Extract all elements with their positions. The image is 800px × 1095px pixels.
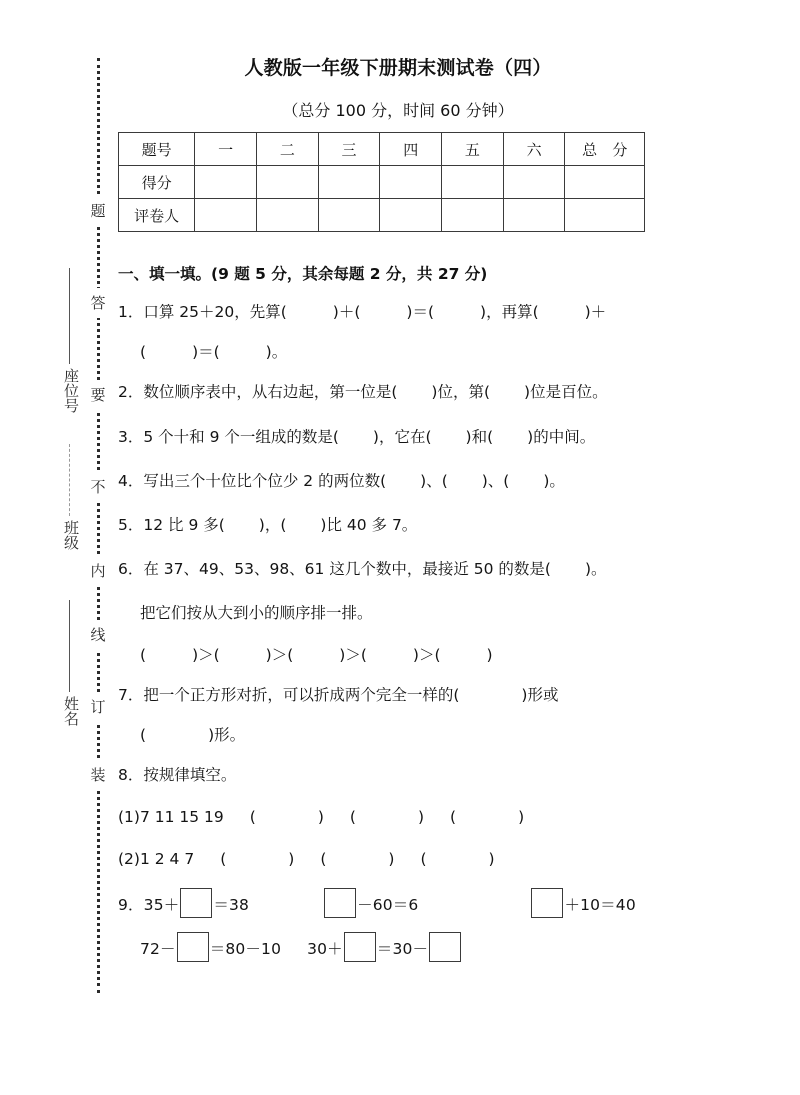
table-cell: 一: [195, 133, 257, 166]
q4-text-b: )、(: [420, 472, 448, 490]
q7-text-c: (: [140, 726, 147, 744]
q2-text-a: 2．数位顺序表中，从右边起，第一位是(: [118, 383, 398, 401]
table-cell-grader-total[interactable]: [565, 199, 645, 232]
name-label: 姓名: [62, 696, 80, 726]
q1-text-g: )＝(: [192, 343, 220, 361]
question-1-line-2: [118, 345, 287, 361]
table-cell-score[interactable]: [195, 166, 257, 199]
q6-text-a: 6．在 37、49、53、98、61 这几个数中，最接近 50 的数是(: [118, 560, 551, 578]
table-row-header: 得分: [119, 166, 195, 199]
q6-cmp-open: (: [140, 646, 147, 664]
q9-eq1-lhs: 35＋: [143, 896, 180, 914]
seal-char-8: 装: [86, 760, 110, 790]
table-row-header: 题号: [119, 133, 195, 166]
question-9-row-2: [118, 932, 462, 962]
question-6-line-2: 把它们按从大到小的顺序排一排。: [140, 604, 373, 622]
table-row: [119, 199, 645, 232]
q6-cmp-mid-2: )＞(: [265, 646, 294, 664]
q3-text-b: )，它在(: [372, 428, 432, 446]
seal-char-5: 内: [86, 556, 110, 586]
q4-text-a: 4．写出三个十位比个位少 2 的两位数(: [118, 472, 387, 490]
q6-cmp-close: ): [486, 646, 493, 664]
q9-answer-box-4[interactable]: [177, 932, 209, 962]
q8-1-label: (1): [118, 808, 140, 826]
q6-cmp-mid-4: )＞(: [412, 646, 441, 664]
q8-1-sequence: 7 11 15 19: [139, 808, 224, 826]
q9-answer-box-5[interactable]: [344, 932, 376, 962]
q3-text-c: )和(: [465, 428, 494, 446]
question-2: [118, 385, 608, 401]
table-row: [119, 133, 645, 166]
q8-2-open-2: (: [320, 850, 327, 868]
seal-char-6: 线: [86, 620, 110, 650]
q8-1-close-1: ): [317, 808, 324, 826]
question-5: [118, 518, 417, 534]
seat-number-rule: [69, 268, 70, 364]
table-cell-grader[interactable]: [380, 199, 442, 232]
q1-text-d: )，再算(: [480, 303, 539, 321]
question-3: [118, 430, 595, 446]
question-8-sub-1: [118, 810, 524, 826]
table-cell-total-header: 总 分: [565, 133, 645, 166]
q8-1-open-2: (: [349, 808, 356, 826]
q8-2-sequence: 1 2 4 7: [139, 850, 195, 868]
q9-answer-box-1[interactable]: [180, 888, 212, 918]
table-cell-score[interactable]: [318, 166, 380, 199]
question-8-sub-2: [118, 852, 495, 868]
q3-text-a: 3．5 个十和 9 个一组成的数是(: [118, 428, 339, 446]
q6-text-b: )。: [584, 560, 607, 578]
q8-2-open-3: (: [420, 850, 427, 868]
q8-1-close-2: ): [417, 808, 425, 826]
table-cell-score[interactable]: [380, 166, 442, 199]
q7-text-b: )形或: [521, 686, 559, 704]
q9-eq2-rhs: －60＝6: [357, 896, 419, 914]
section-heading-1: 一、填一填。(9 题 5 分，其余每题 2 分，共 27 分): [118, 265, 488, 283]
q5-text-c: )比 40 多 7。: [320, 516, 418, 534]
q8-2-open-1: (: [220, 850, 227, 868]
class-rule: [69, 444, 70, 516]
seal-char-4: 不: [86, 472, 110, 502]
class-label: 班级: [62, 520, 80, 550]
table-cell-grader[interactable]: [318, 199, 380, 232]
question-7-line-2: [118, 728, 245, 744]
seat-number-label: 座位号: [62, 368, 80, 413]
table-cell-score[interactable]: [503, 166, 565, 199]
q7-text-a: 7．把一个正方形对折，可以折成两个完全一样的(: [118, 686, 460, 704]
question-4: [118, 474, 565, 490]
exam-paper: [118, 0, 800, 1095]
q9-answer-box-2[interactable]: [324, 888, 356, 918]
seal-char-3: 要: [86, 380, 110, 410]
q2-text-c: )位是百位。: [524, 383, 608, 401]
seal-char-2: 答: [86, 288, 110, 318]
table-cell-score[interactable]: [442, 166, 504, 199]
question-6-comparison-row: [118, 648, 493, 664]
q4-text-d: )。: [543, 472, 565, 490]
table-row-header: 评卷人: [119, 199, 195, 232]
q6-cmp-mid-1: )＞(: [192, 646, 220, 664]
q9-eq3-rhs: ＋10＝40: [564, 896, 636, 914]
q9-eq5-rhs: ＝30－: [376, 940, 429, 958]
q8-1-open-1: (: [249, 808, 256, 826]
q8-2-close-2: ): [388, 850, 395, 868]
table-cell: 二: [257, 133, 319, 166]
q9-eq4-rhs: ＝80－10: [209, 940, 282, 958]
q7-text-d: )形。: [208, 726, 246, 744]
table-row: [119, 166, 645, 199]
page-title: 人教版一年级下册期末测试卷（四）: [244, 57, 552, 79]
binding-strip: [0, 0, 118, 1095]
q9-eq4-lhs: 72－: [140, 940, 176, 958]
q8-1-open-3: (: [450, 808, 457, 826]
seal-char-7: 订: [86, 692, 110, 722]
table-cell-grader[interactable]: [442, 199, 504, 232]
question-9-row-1: [118, 888, 636, 918]
question-1-line-1: [118, 305, 606, 321]
table-cell-grader[interactable]: [257, 199, 319, 232]
q3-text-d: )的中间。: [527, 428, 596, 446]
q8-2-close-3: ): [488, 850, 495, 868]
table-cell-score[interactable]: [257, 166, 319, 199]
score-table: [118, 132, 645, 232]
table-cell-score-total[interactable]: [565, 166, 645, 199]
question-8-prompt: 8．按规律填空。: [118, 766, 237, 784]
q6-cmp-mid-3: )＞(: [339, 646, 367, 664]
q1-text-b: )＋(: [332, 303, 361, 321]
table-cell: 四: [380, 133, 442, 166]
q1-text-a: 1．口算 25＋20，先算(: [118, 303, 287, 321]
q1-text-f: (: [140, 343, 147, 361]
q1-text-c: )＝(: [406, 303, 435, 321]
name-rule: [69, 600, 70, 692]
q9-eq1-rhs: ＝38: [213, 896, 250, 914]
q9-label: 9．: [118, 896, 144, 914]
q4-text-c: )、(: [481, 472, 510, 490]
table-cell: 六: [503, 133, 565, 166]
q8-2-close-1: ): [288, 850, 295, 868]
q1-text-h: )。: [265, 343, 288, 361]
q8-1-close-3: ): [518, 808, 525, 826]
question-6-line-1: [118, 562, 607, 578]
q1-text-e: )＋: [584, 303, 607, 321]
q5-text-a: 5．12 比 9 多(: [118, 516, 225, 534]
q9-answer-box-6[interactable]: [429, 932, 461, 962]
table-cell-grader[interactable]: [503, 199, 565, 232]
seal-char-1: 题: [86, 196, 110, 226]
q8-2-label: (2): [118, 850, 140, 868]
question-7-line-1: [118, 688, 558, 704]
q2-text-b: )位，第(: [431, 383, 491, 401]
table-cell: 三: [318, 133, 380, 166]
q9-eq5-lhs: 30＋: [307, 940, 343, 958]
q5-text-b: )，(: [258, 516, 287, 534]
table-cell: 五: [442, 133, 504, 166]
table-cell-grader[interactable]: [195, 199, 257, 232]
q9-answer-box-3[interactable]: [531, 888, 563, 918]
page-subtitle: （总分 100 分，时间 60 分钟）: [282, 101, 514, 120]
